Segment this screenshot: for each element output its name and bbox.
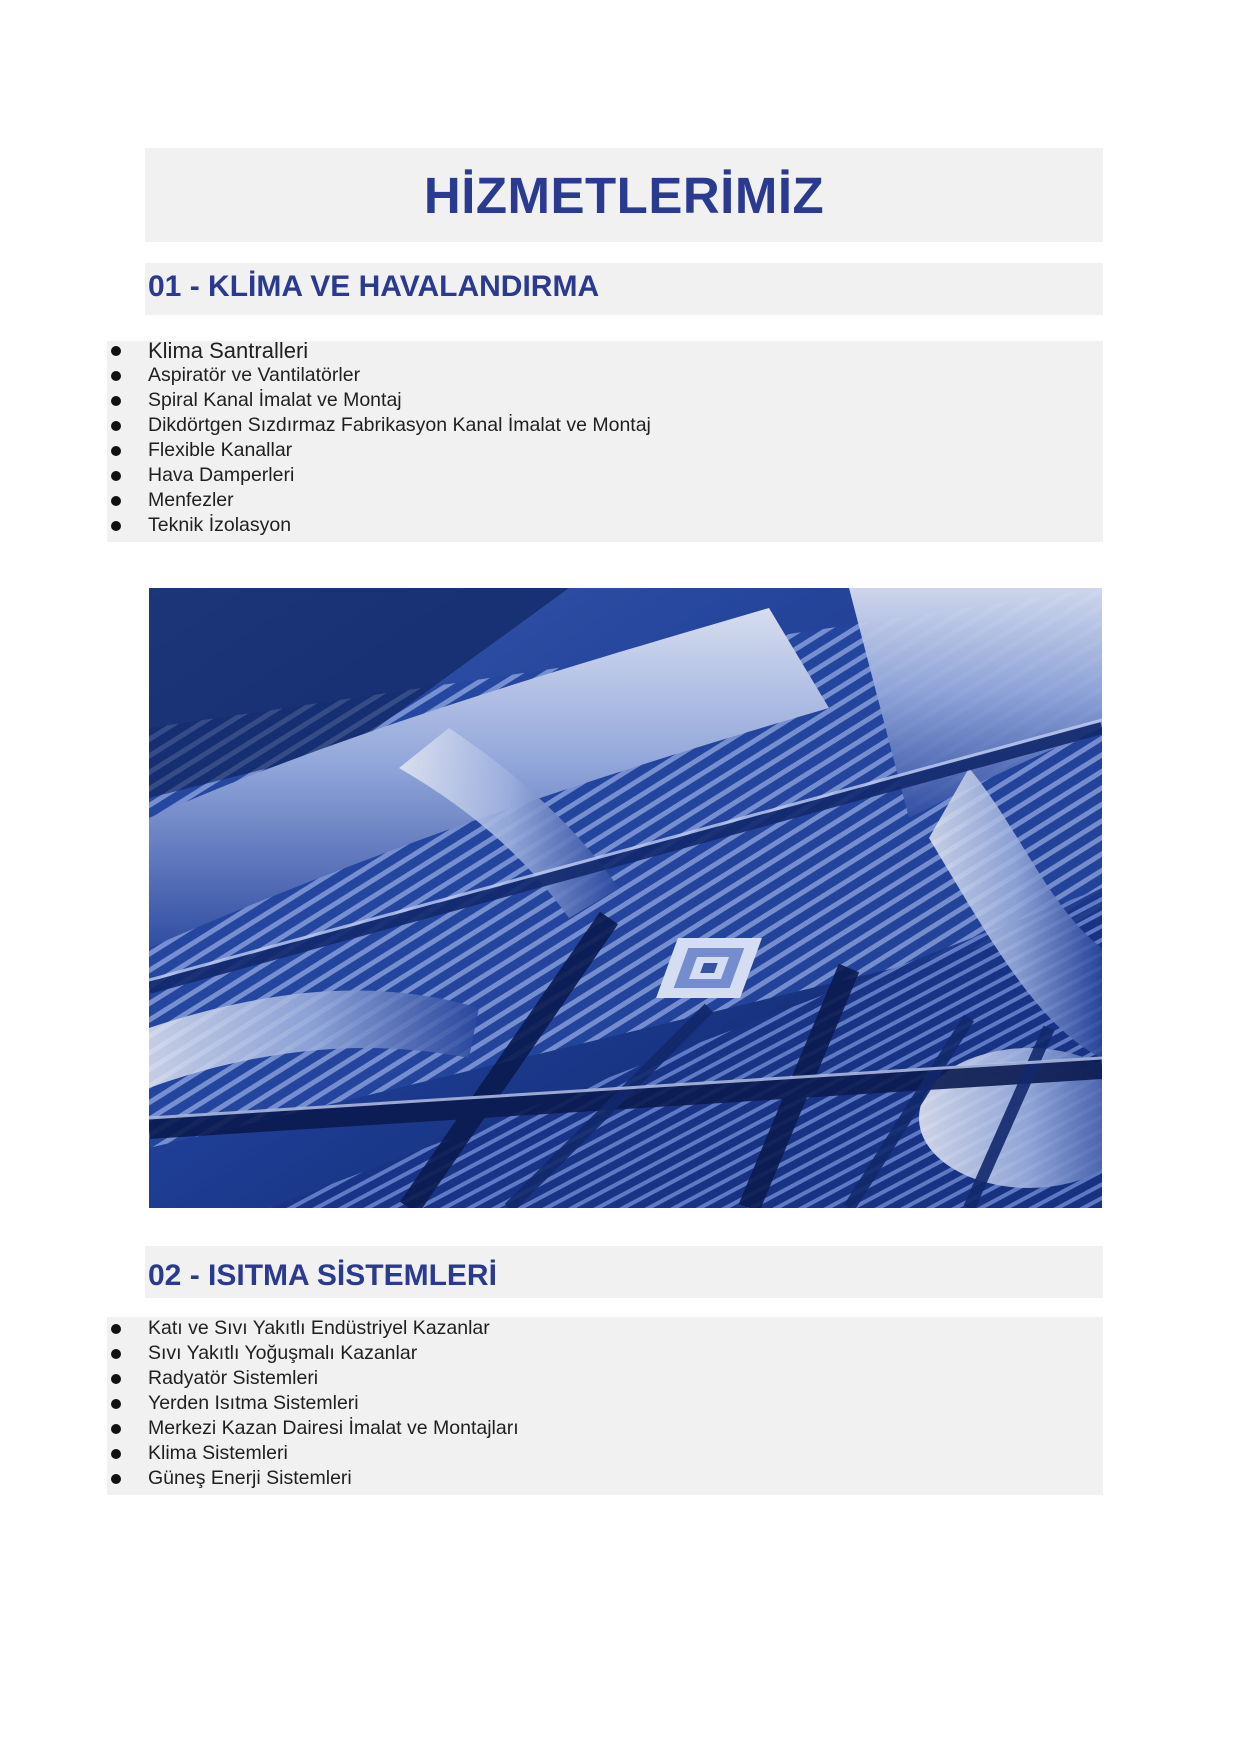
list-item: Sıvı Yakıtlı Yoğuşmalı Kazanlar [107,1341,519,1366]
list-item: Menfezler [107,488,651,513]
list-item: Hava Damperleri [107,463,651,488]
list-item: Merkezi Kazan Dairesi İmalat ve Montajları [107,1416,519,1441]
list-item: Klima Sistemleri [107,1441,519,1466]
section-1-heading: 01 - KLİMA VE HAVALANDIRMA [148,270,600,303]
list-item: Spiral Kanal İmalat ve Montaj [107,388,651,413]
list-item: Teknik İzolasyon [107,513,651,538]
list-item: Katı ve Sıvı Yakıtlı Endüstriyel Kazanlar [107,1316,519,1341]
list-item: Dikdörtgen Sızdırmaz Fabrikasyon Kanal İmalat ve Montaj [107,413,651,438]
ventilation-ducts-photo [149,588,1102,1208]
list-item: Yerden Isıtma Sistemleri [107,1391,519,1416]
section-2-list [107,1316,519,1491]
list-item: Aspiratör ve Vantilatörler [107,363,651,388]
list-item: Radyatör Sistemleri [107,1366,519,1391]
section-2-heading: 02 - ISITMA SİSTEMLERİ [148,1259,497,1292]
list-item: Klima Santralleri [107,338,651,363]
list-item: Güneş Enerji Sistemleri [107,1466,519,1491]
list-item: Flexible Kanallar [107,438,651,463]
page-title: HİZMETLERİMİZ [423,166,825,224]
section-1-list [107,338,651,538]
